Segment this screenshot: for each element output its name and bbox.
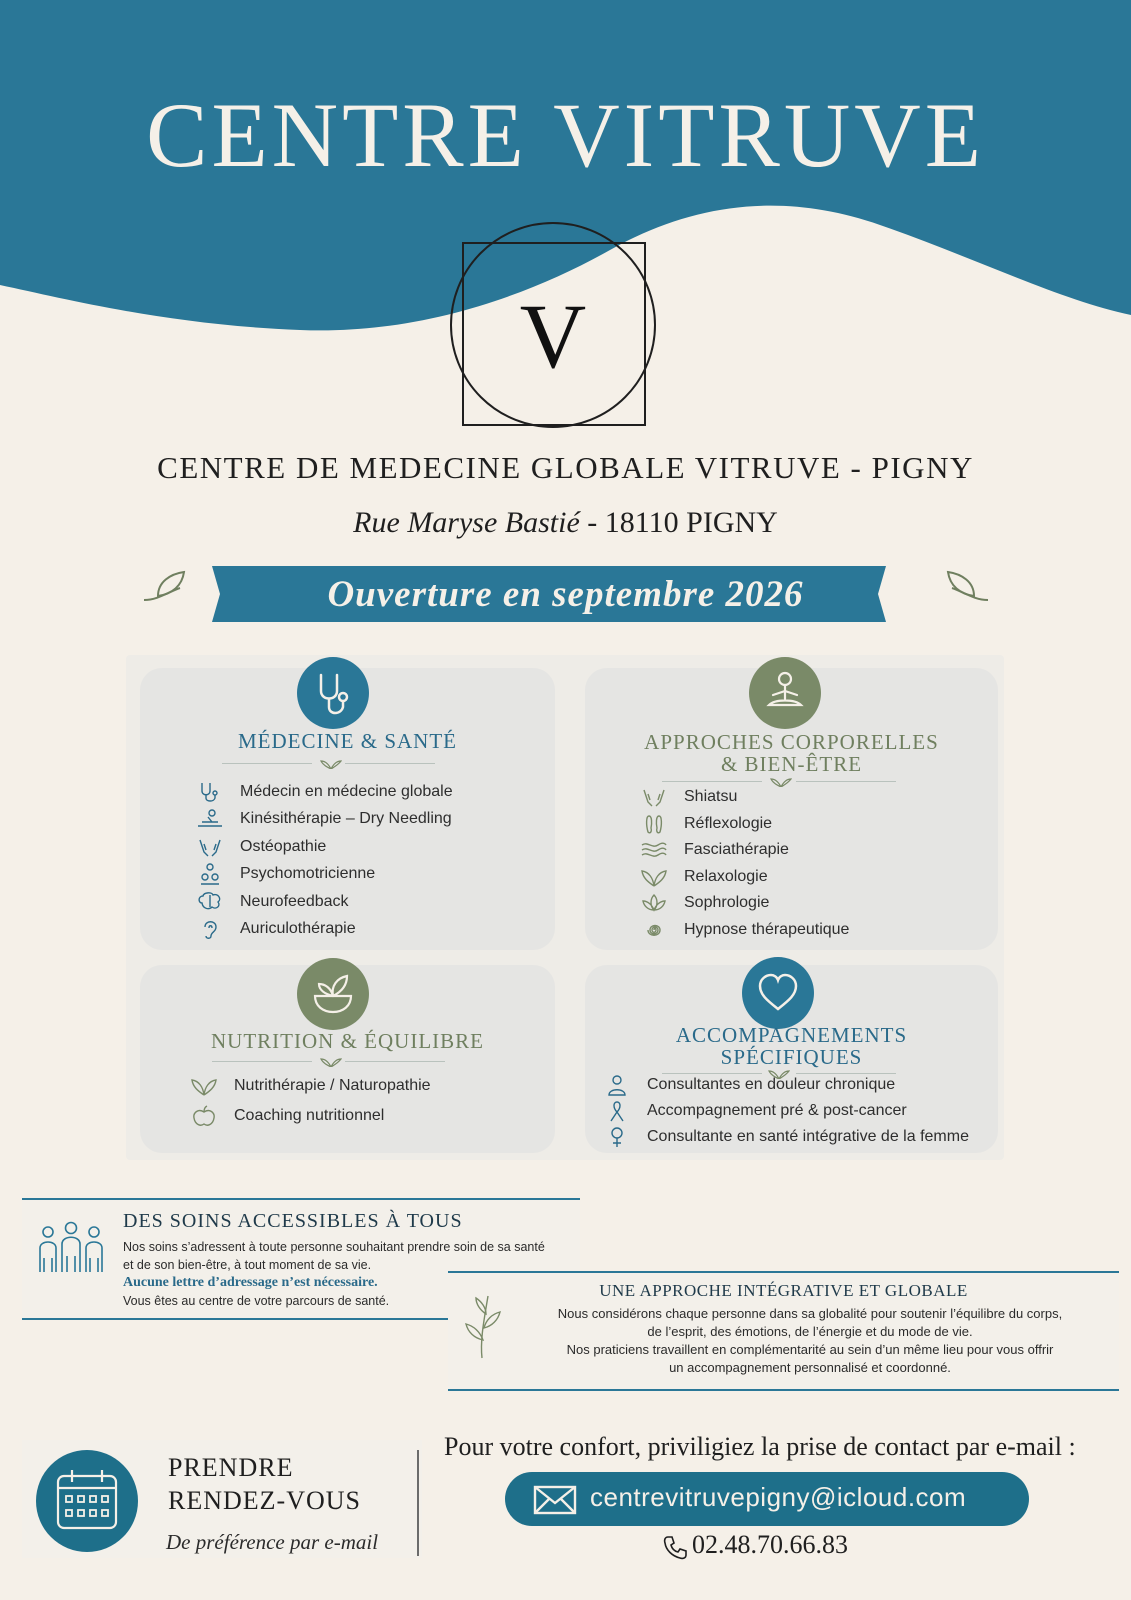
waves-icon (640, 839, 668, 861)
address-city: - 18110 PIGNY (579, 506, 778, 539)
card-divider (222, 763, 312, 764)
card-divider (345, 1061, 445, 1062)
page-title: CENTRE VITRUVE (146, 84, 985, 186)
accessible-text: Nos soins s’adressent à toute personne souhaitant prendre soin de sa santé et de son bien-être, à tout moment de sa vie. Aucune lettre d’adressage n’est nécessaire. Vous êtes au centre de votre parcours de santé. (123, 1240, 545, 1308)
list-item: Relaxologie (640, 864, 849, 891)
list-item: Psychomotricienne (196, 861, 453, 889)
calendar-icon[interactable] (36, 1450, 138, 1552)
list-item: Shiatsu (640, 784, 849, 811)
card-divider (796, 781, 896, 782)
logo-letter: V (519, 285, 587, 387)
list-item: Kinésithérapie – Dry Needling (196, 806, 453, 834)
list-item: Nutrithérapie / Naturopathie (190, 1071, 431, 1101)
list-item: Consultantes en douleur chronique (603, 1072, 969, 1098)
leaves-icon (640, 866, 668, 888)
separator (417, 1450, 419, 1556)
ribbon-icon (603, 1100, 631, 1122)
contact-note: Pour votre confort, priviligiez la prise de contact par e-mail : (444, 1432, 1076, 1461)
lotus-icon (640, 892, 668, 914)
stethoscope-icon (297, 657, 369, 729)
card-divider (662, 781, 762, 782)
opening-text: Ouverture en septembre 2026 (327, 574, 804, 615)
massage-icon (196, 808, 224, 830)
person-icon (603, 1074, 631, 1096)
ear-icon (196, 918, 224, 940)
vitruve-logo (448, 215, 658, 430)
email-link[interactable]: centrevitruvepigny@icloud.com (590, 1482, 967, 1512)
list-medecine (196, 778, 453, 943)
list-accompagnements (603, 1072, 969, 1150)
address (0, 506, 1131, 540)
card-title-accompagnements: ACCOMPAGNEMENTS SPÉCIFIQUES (675, 1023, 908, 1069)
phone-icon (662, 1535, 688, 1561)
list-item: Auriculothérapie (196, 916, 453, 944)
rdv-subtitle: De préférence par e-mail (166, 1530, 379, 1554)
heart-icon (742, 957, 814, 1029)
list-nutrition (190, 1071, 431, 1131)
card-title-approches: APPROCHES CORPORELLES & BIEN-ÊTRE (644, 730, 939, 776)
female-icon (603, 1126, 631, 1148)
figures-icon (196, 863, 224, 885)
list-item: Accompagnement pré & post-cancer (603, 1098, 969, 1124)
people-icon (34, 1218, 108, 1278)
list-item: Ostéopathie (196, 833, 453, 861)
accessible-title: DES SOINS ACCESSIBLES À TOUS (123, 1210, 463, 1232)
list-item: Hypnose thérapeutique (640, 917, 849, 944)
rdv-title-line2: RENDEZ-VOUS (168, 1486, 361, 1515)
feet-icon (640, 813, 668, 835)
sprig-icon (320, 757, 342, 769)
center-subtitle: CENTRE DE MEDECINE GLOBALE VITRUVE - PIGNY (157, 450, 974, 485)
meditation-icon (749, 657, 821, 729)
apple-icon (190, 1105, 218, 1127)
phone-number[interactable]: 02.48.70.66.83 (692, 1530, 848, 1559)
card-title-nutrition: NUTRITION & ÉQUILIBRE (211, 1029, 484, 1053)
envelope-icon (533, 1485, 577, 1515)
brain-icon (196, 891, 224, 913)
bowl-leaf-icon (297, 958, 369, 1030)
list-item: Médecin en médecine globale (196, 778, 453, 806)
list-approches (640, 784, 849, 943)
integrative-text: Nous considérons chaque personne dans sa globalité pour soutenir l’équilibre du corps, de l’esprit, des émotions, de l’énergie et du mode de vie. Nos praticiens travaillent en complémentarité au sein d’un même lieu pour vous offrir un accompagnement personnalisé et coordonné. (557, 1306, 1063, 1375)
card-title-medecine: MÉDECINE & SANTÉ (238, 729, 457, 753)
hands-icon (196, 836, 224, 858)
sprig-icon (320, 1055, 342, 1067)
address-street: Rue Maryse Bastié (353, 506, 580, 539)
list-item: Sophrologie (640, 890, 849, 917)
integrative-title: UNE APPROCHE INTÉGRATIVE ET GLOBALE (599, 1281, 968, 1300)
list-item: Coaching nutritionnel (190, 1101, 431, 1131)
spiral-icon (640, 919, 668, 941)
list-item: Fasciathérapie (640, 837, 849, 864)
list-item: Neurofeedback (196, 888, 453, 916)
hands-icon (640, 786, 668, 808)
list-item: Consultante en santé intégrative de la femme (603, 1124, 969, 1150)
list-item: Réflexologie (640, 811, 849, 838)
stethoscope-icon (196, 781, 224, 803)
sprout-icon (190, 1075, 218, 1097)
card-divider (345, 763, 435, 764)
card-divider (212, 1061, 312, 1062)
rdv-title-line1: PRENDRE (168, 1453, 294, 1482)
